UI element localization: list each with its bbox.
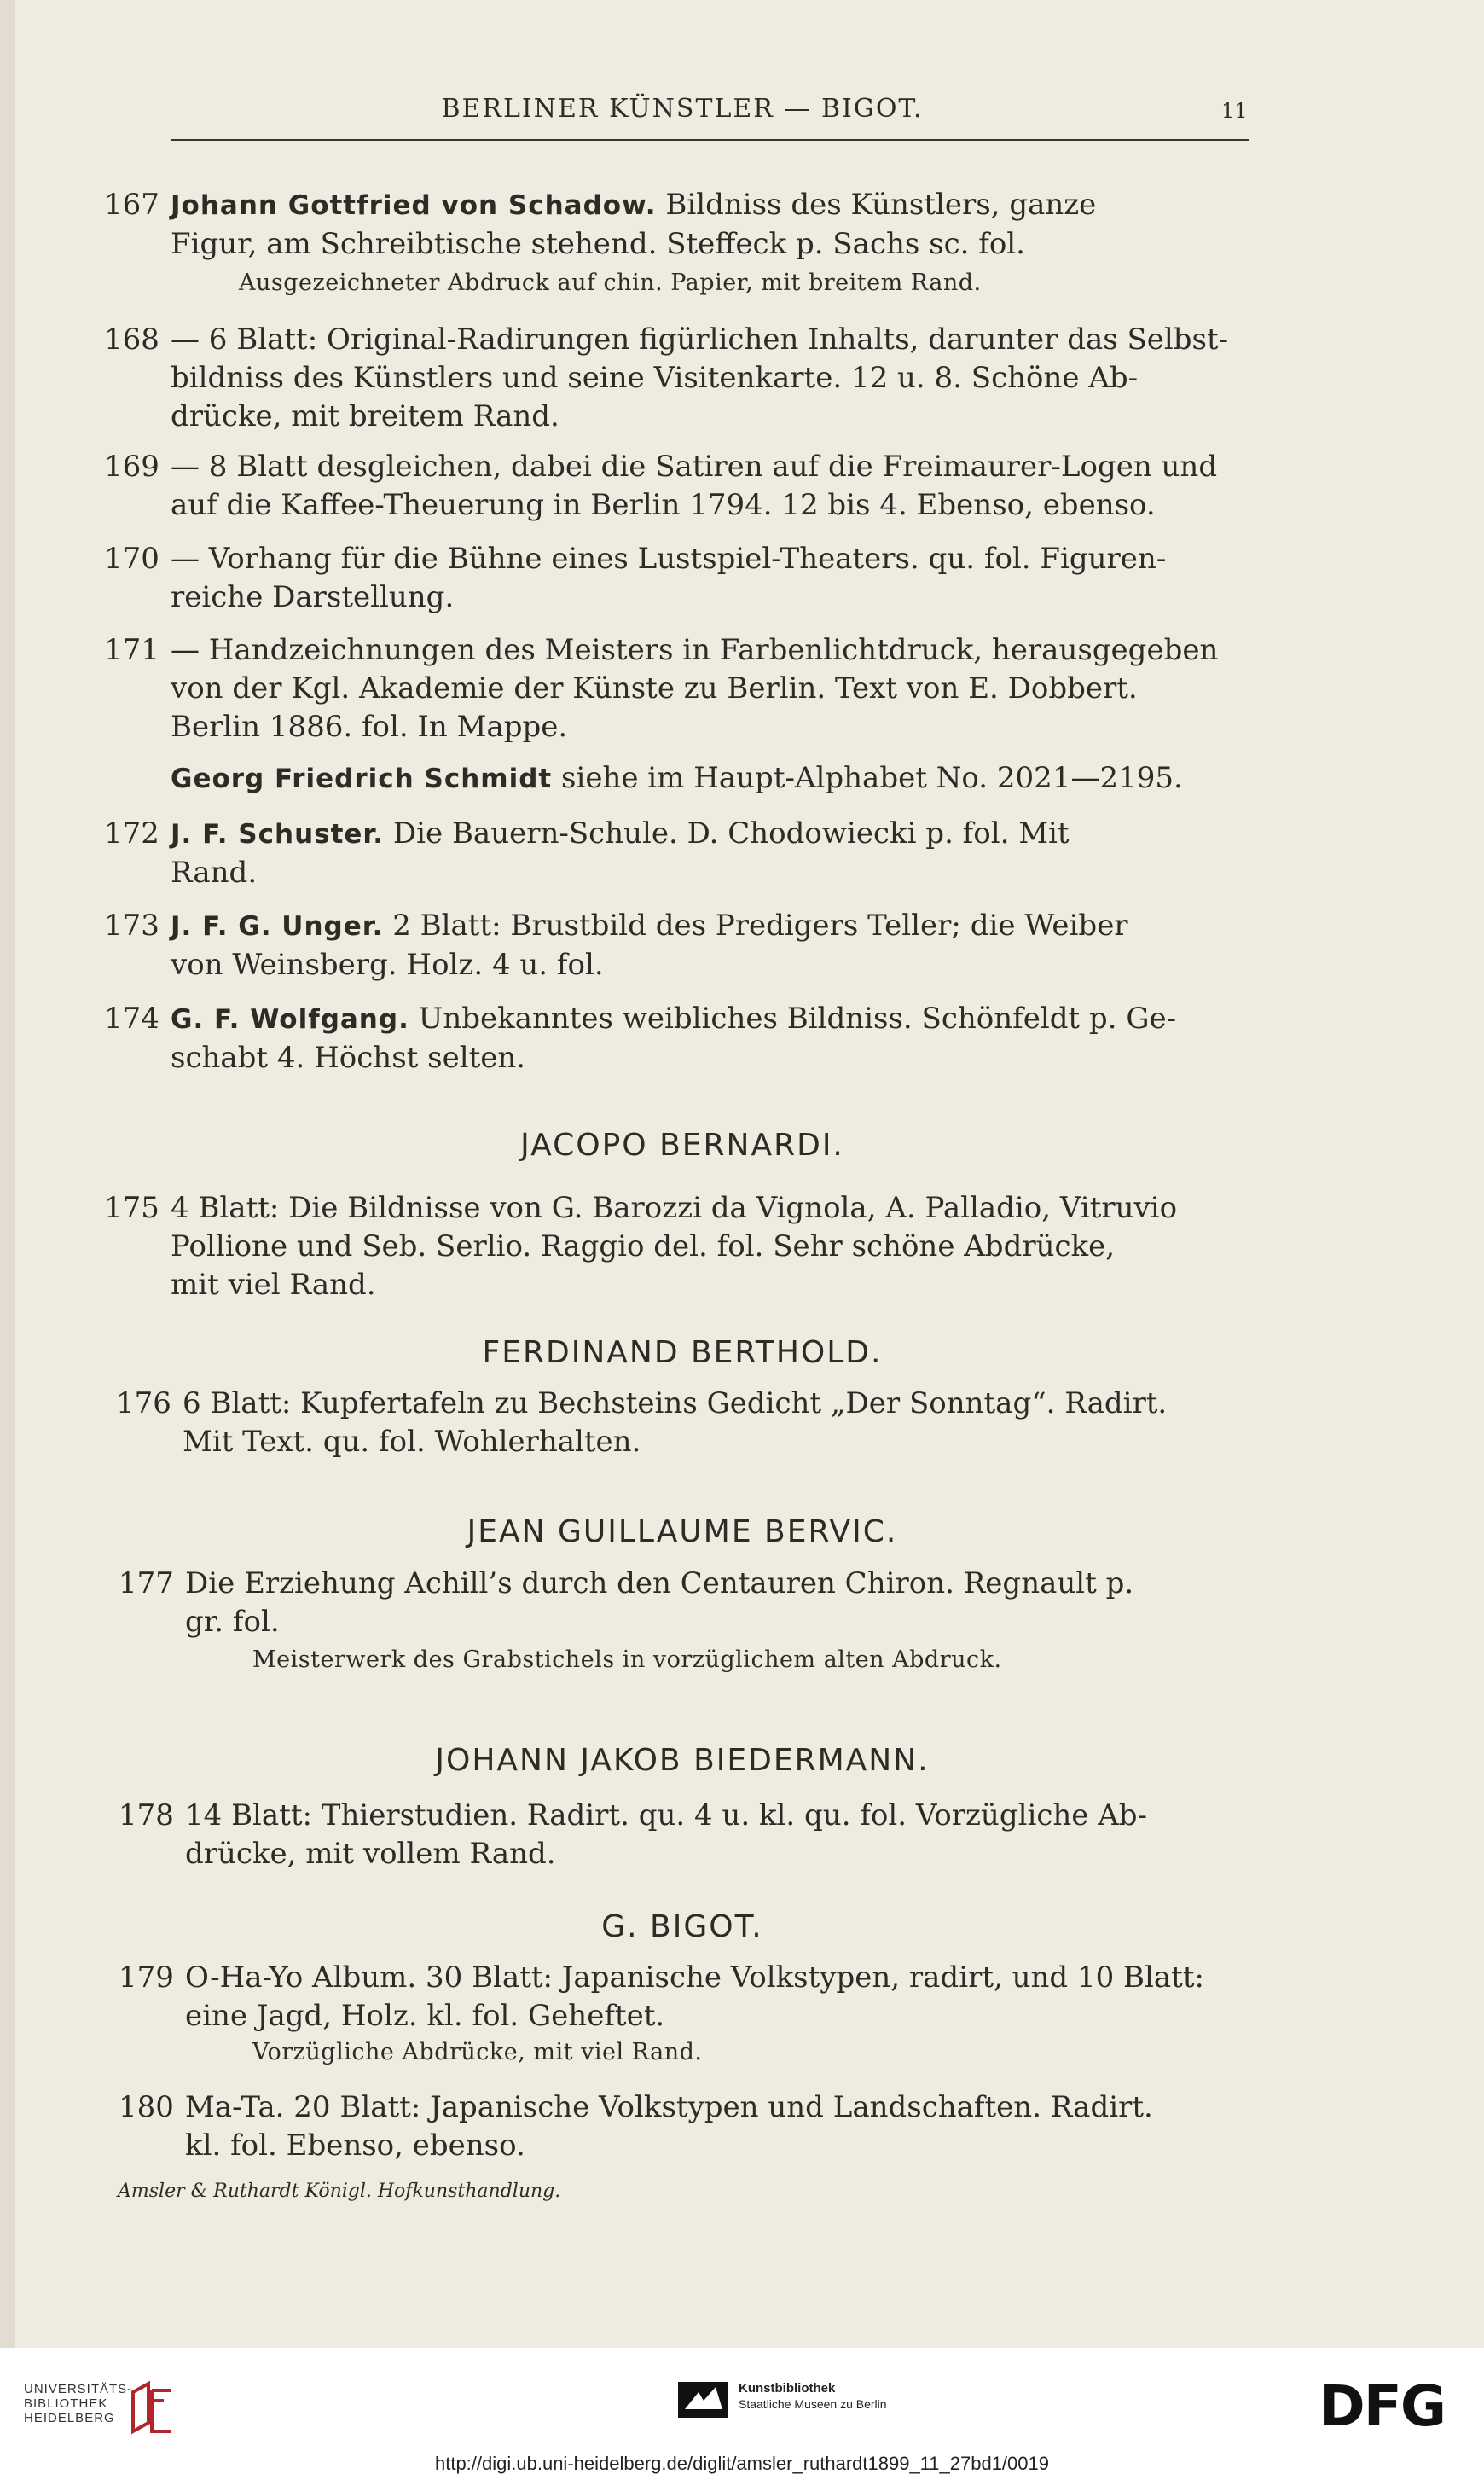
entry-text: kl. fol. Ebenso, ebenso. [185, 2129, 525, 2163]
artist-heading: JOHANN JAKOB BIEDERMANN. [435, 1743, 930, 1778]
entry-number: 169 [104, 450, 159, 484]
catalog-entry [104, 540, 1258, 617]
catalog-entry [104, 907, 1258, 984]
entry-text: — 6 Blatt: Original-Radirungen figürlichen Inhalts, darunter das Selbst- [171, 322, 1229, 357]
entry-number: 172 [104, 816, 159, 851]
entry-number: 177 [119, 1566, 174, 1600]
catalog-entry [119, 2088, 1272, 2165]
artist-name: Georg Friedrich Schmidt [171, 764, 553, 794]
entry-number: 173 [104, 909, 159, 943]
catalog-entry [104, 631, 1258, 746]
artist-name: G. F. Wolfgang. [171, 1004, 409, 1035]
entry-text: schabt 4. Höchst selten. [171, 1041, 526, 1075]
entry-text: — 8 Blatt desgleichen, dabei die Satiren auf die Freimaurer-Logen und [171, 450, 1218, 484]
entry-text: Rand. [171, 856, 258, 890]
entry-text: — Handzeichnungen des Meisters in Farbenlichtdruck, herausgegeben [171, 633, 1219, 667]
entry-text: O-Ha-Yo Album. 30 Blatt: Japanische Volkstypen, radirt, und 10 Blatt: [185, 1960, 1204, 1995]
entry-text: von der Kgl. Akademie der Künste zu Berlin. Text von E. Dobbert. [171, 671, 1138, 706]
catalog-entry [119, 1797, 1272, 1873]
entry-number: 180 [119, 2090, 174, 2124]
catalog-entry [104, 1000, 1258, 1077]
entry-text: 6 Blatt: Kupfertafeln zu Bechsteins Gedicht „Der Sonntag“. Radirt. [183, 1386, 1168, 1420]
entry-text: Die Bauern-Schule. D. Chodowiecki p. fol. Mit [384, 816, 1070, 851]
catalog-entry [104, 815, 1258, 892]
entry-text: Bildniss des Künstlers, ganze [656, 188, 1097, 222]
entry-note: Ausgezeichneter Abdruck auf chin. Papier, mit breitem Rand. [239, 270, 982, 296]
entry-number: 175 [104, 1191, 159, 1225]
entry-note: Vorzügliche Abdrücke, mit viel Rand. [252, 2039, 703, 2065]
kunstbibliothek-wordmark[interactable]: Kunstbibliothek Staatliche Museen zu Berlin [739, 2381, 887, 2411]
entry-text: Ma-Ta. 20 Blatt: Japanische Volkstypen und Landschaften. Radirt. [185, 2090, 1153, 2124]
entry-text: 2 Blatt: Brustbild des Predigers Teller; die Weiber [383, 909, 1128, 943]
permalink-url[interactable]: http://digi.ub.uni-heidelberg.de/diglit/amsler_ruthardt1899_11_27bd1/0019 [434, 2453, 1049, 2474]
running-title: BERLINER KÜNSTLER — BIGOT. [441, 94, 924, 124]
entry-text: Die Erziehung Achill’s durch den Centauren Chiron. Regnault p. [185, 1566, 1134, 1600]
entry-text: bildniss des Künstlers und seine Visitenkarte. 12 u. 8. Schöne Ab- [171, 361, 1139, 395]
entry-text: auf die Kaffee-Theuerung in Berlin 1794. 12 bis 4. Ebenso, ebenso. [171, 488, 1156, 522]
entry-text: siehe im Haupt-Alphabet No. 2021—2195. [552, 761, 1183, 795]
entry-number: 174 [104, 1002, 159, 1036]
artist-name: J. F. G. Unger. [171, 911, 384, 942]
ub-heidelberg-wordmark[interactable]: UNIVERSITÄTS- BIBLIOTHEK HEIDELBERG [24, 2382, 133, 2425]
header-rule [171, 139, 1249, 141]
entry-note: Meisterwerk des Grabstichels in vorzüglichem alten Abdruck. [252, 1647, 1002, 1673]
entry-text: drücke, mit vollem Rand. [185, 1837, 556, 1871]
entry-text: 4 Blatt: Die Bildnisse von G. Barozzi da Vignola, A. Palladio, Vitruvio [171, 1191, 1178, 1225]
catalog-entry [104, 186, 1258, 264]
entry-number: 168 [104, 322, 159, 357]
entry-number: 179 [119, 1960, 174, 1995]
entry-text: Berlin 1886. fol. In Mappe. [171, 710, 568, 744]
page-spine-shadow [0, 0, 15, 2348]
catalog-entry [116, 1385, 1270, 1461]
entry-number: 178 [119, 1798, 174, 1832]
entry-text: — Vorhang für die Bühne eines Lustspiel-Theaters. qu. fol. Figuren- [171, 542, 1167, 576]
artist-heading: G. BIGOT. [601, 1909, 763, 1944]
entry-text: von Weinsberg. Holz. 4 u. fol. [171, 948, 604, 982]
artist-heading: FERDINAND BERTHOLD. [482, 1335, 883, 1370]
entry-text: gr. fol. [185, 1605, 280, 1639]
artist-name: J. F. Schuster. [171, 819, 385, 850]
artist-heading: JEAN GUILLAUME BERVIC. [467, 1514, 898, 1549]
artist-name: Johann Gottfried von Schadow. [171, 190, 657, 221]
viewer-footer [0, 2348, 1484, 2480]
entry-number: 171 [104, 633, 159, 667]
page-number: 11 [1221, 99, 1248, 123]
entry-number: 167 [104, 188, 159, 222]
entry-text: eine Jagd, Holz. kl. fol. Geheftet. [185, 1999, 665, 2033]
entry-number: 170 [104, 542, 159, 576]
entry-text: 14 Blatt: Thierstudien. Radirt. qu. 4 u. kl. qu. fol. Vorzügliche Ab- [185, 1798, 1148, 1832]
catalog-entry [119, 1565, 1272, 1641]
entry-text: Pollione und Seb. Serlio. Raggio del. fol. Sehr schöne Abdrücke, [171, 1229, 1116, 1263]
artist-heading: JACOPO BERNARDI. [520, 1128, 844, 1163]
entry-text: drücke, mit breitem Rand. [171, 399, 559, 433]
catalog-entry [104, 1189, 1258, 1304]
entry-text: reiche Darstellung. [171, 580, 455, 614]
entry-text: Figur, am Schreibtische stehend. Steffeck p. Sachs sc. fol. [171, 227, 1025, 261]
entry-text: Unbekanntes weibliches Bildniss. Schönfeldt p. Ge- [409, 1002, 1177, 1036]
kunstbibliothek-logo-icon[interactable] [678, 2375, 728, 2418]
catalog-entry [104, 321, 1258, 436]
publisher-imprint: Amsler & Ruthardt Königl. Hofkunsthandlung. [118, 2181, 561, 2202]
entry-text: mit viel Rand. [171, 1268, 376, 1302]
entry-number: 176 [116, 1386, 171, 1420]
cross-reference [171, 759, 1258, 799]
entry-text: Mit Text. qu. fol. Wohlerhalten. [183, 1425, 641, 1459]
catalog-entry [104, 448, 1258, 525]
catalog-entry [119, 1959, 1272, 2036]
dfg-logo[interactable]: DFG [1319, 2373, 1446, 2439]
ub-heidelberg-logo-icon[interactable] [130, 2380, 174, 2436]
